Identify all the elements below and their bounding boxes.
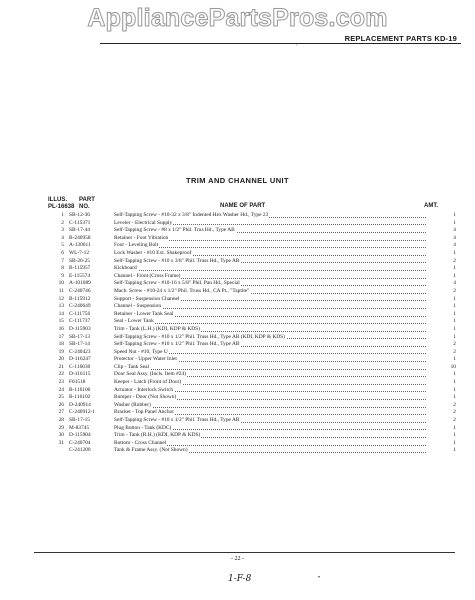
amount-cell: 1 [453, 379, 456, 386]
part-number-cell: E-115574 [69, 272, 91, 279]
part-number-cell: C-240704 [69, 439, 91, 446]
illus-cell: 2 [61, 219, 64, 226]
illus-cell: 14 [58, 310, 64, 317]
part-number-cell: SB-17-44 [69, 227, 90, 234]
parts-table [40, 212, 460, 455]
part-name-cell [114, 440, 428, 448]
part-name-cell [114, 265, 428, 273]
table-row [40, 212, 460, 220]
section-title: TRIM AND CHANNEL UNIT [186, 176, 289, 185]
part-name-cell [114, 212, 428, 220]
illus-cell: 18 [58, 341, 64, 348]
table-row [40, 311, 460, 319]
table-row [40, 402, 460, 410]
illus-cell: 7 [61, 257, 64, 264]
part-name-cell [114, 394, 428, 402]
part-name-cell [114, 311, 428, 319]
part-name-cell [114, 379, 428, 387]
part-number-cell: C-240912-1 [69, 409, 96, 416]
part-number-cell: D-116115 [69, 371, 91, 378]
illus-sub-label: PL-16638 [48, 204, 75, 210]
stray-mark: ' [296, 45, 297, 50]
part-name-text: Self-Tapping Screw - #10 x 3/8" Phil. Truss Hd., Type AB [114, 257, 240, 264]
table-row [40, 417, 460, 425]
part-name-cell [114, 273, 428, 281]
part-number-cell: B-115912 [69, 295, 91, 302]
table-row [40, 242, 460, 250]
part-number-cell: SB-17-13 [69, 333, 90, 340]
column-header-part [79, 197, 95, 211]
part-name-cell [114, 303, 428, 311]
table-row [40, 425, 460, 433]
part-number-cell: D-116247 [69, 356, 91, 363]
part-number-cell: D-115903 [69, 325, 91, 332]
amount-cell: 1 [453, 333, 456, 340]
illus-cell: 1 [61, 212, 64, 218]
illus-cell: 6 [61, 249, 64, 256]
part-name-cell [114, 334, 428, 342]
illus-cell: 25 [58, 394, 64, 401]
part-name-text: Lock Washer - #10 Ext. Shakeproof [114, 249, 192, 256]
part-number-cell: M-83745 [69, 424, 90, 431]
part-number-cell: B-116106 [69, 386, 91, 393]
table-row [40, 387, 460, 395]
table-row [40, 265, 460, 273]
part-number-cell: C-111756 [69, 310, 91, 317]
table-row [40, 235, 460, 243]
illus-cell: 13 [58, 303, 64, 310]
part-name-text: Self-Tapping Screw - #8 x 1/2" Phil. Trus Hd., Type AB [114, 227, 235, 234]
part-name-text: Trim - Tank (L.H.) (KDI, KDP & KDS) [114, 325, 200, 332]
part-name-text: Self-Tapping Screw - #10 x 1/2" Phil. Truss Hd., Type AB [114, 417, 240, 424]
part-name-cell [114, 235, 428, 243]
part-name-text: Self-Tapping Screw - #10-32 x 3/8" Indented Hex Washer Hd., Type 23 [114, 212, 269, 218]
stray-mark: • [318, 575, 321, 581]
table-row [40, 280, 460, 288]
part-name-text: Mach. Screw - #10-24 x 1/2" Phil. Truss Hd., CA Pt., "Taptite" [114, 287, 250, 294]
table-row [40, 227, 460, 235]
amount-cell: 1 [453, 212, 456, 218]
amount-cell: 2 [453, 348, 456, 355]
part-name-text: Speed Nut - #10, Type U [114, 348, 168, 355]
part-number-cell: SB-17-14 [69, 341, 90, 348]
part-name-text: Plug Button - Tank (KDC) [114, 424, 172, 431]
part-name-cell [114, 341, 428, 349]
part-sub-label: NO. [79, 204, 90, 210]
table-row [40, 409, 460, 417]
part-name-cell [114, 258, 428, 266]
amount-cell: 1 [453, 325, 456, 332]
page-number: - 22 - [231, 556, 244, 562]
part-name-cell [114, 409, 428, 417]
amount-cell: 1 [453, 318, 456, 325]
part-name-text: Retainer - Foot Vibration [114, 234, 169, 241]
illus-cell: 23 [58, 379, 64, 386]
illus-cell: 27 [58, 409, 64, 416]
part-number-cell: C-240649 [69, 303, 91, 310]
part-number-cell: C-115371 [69, 219, 91, 226]
table-row [40, 250, 460, 258]
footer-rule [34, 552, 455, 553]
part-name-cell [114, 425, 428, 433]
table-row [40, 258, 460, 266]
part-number-cell: SB-26-25 [69, 257, 90, 264]
illus-cell: 10 [58, 280, 64, 287]
part-name-cell [114, 296, 428, 304]
amount-cell: 10 [450, 363, 456, 370]
part-name-cell [114, 387, 428, 395]
amount-cell: 2 [453, 257, 456, 264]
illus-cell: 12 [58, 295, 64, 302]
table-row [40, 349, 460, 357]
part-name-text: Leveler - Electrical Supply [114, 219, 173, 226]
illus-cell: 26 [58, 401, 64, 408]
illus-label: ILLUS. [48, 197, 67, 203]
part-name-cell [114, 280, 428, 288]
part-number-cell: D-240914 [69, 401, 91, 408]
illus-cell: 19 [58, 348, 64, 355]
table-row [40, 432, 460, 440]
illus-cell: 15 [58, 318, 64, 325]
amount-cell: 2 [453, 341, 456, 348]
part-number-cell: C-111737 [69, 318, 91, 325]
part-name-text: Kickboard [114, 265, 137, 272]
amount-cell: 2 [453, 409, 456, 416]
part-name-cell [114, 371, 428, 379]
illus-cell: 4 [61, 234, 64, 241]
amount-cell: 1 [453, 295, 456, 302]
part-name-cell [114, 250, 428, 258]
part-name-text: Door Seal Assy. (Incls. Item #24) [114, 371, 186, 378]
part-name-text: Self-Tapping Screw - #10 x 1/2" Phil. Truss Hd., Type AB (KDI, KDP & KDS) [114, 333, 285, 340]
header-rule [100, 43, 461, 44]
illus-cell: 16 [58, 325, 64, 332]
part-number-cell: C-240423 [69, 348, 91, 355]
illus-cell: 30 [58, 432, 64, 439]
part-number-cell: B-116102 [69, 394, 91, 401]
illus-cell: 31 [58, 439, 64, 446]
part-name-text: Protector - Upper Water Inlet [114, 356, 177, 363]
part-name-cell [114, 417, 428, 425]
part-number-cell: B-240958 [69, 234, 91, 241]
illus-cell: 28 [58, 417, 64, 424]
part-number-cell: SB-17-15 [69, 417, 90, 424]
part-name-text: Channel - Front (Cross Frame) [114, 272, 181, 279]
amount-cell: 4 [453, 280, 456, 287]
part-name-cell [114, 364, 428, 372]
amount-cell: 1 [453, 219, 456, 226]
amount-cell: 1 [453, 310, 456, 317]
table-row [40, 303, 460, 311]
part-name-cell [114, 356, 428, 364]
amount-cell: 2 [453, 401, 456, 408]
site-watermark: AppliancePartsPros.com [87, 4, 388, 32]
part-name-text: Retainer - Lower Tank Seal [114, 310, 174, 317]
amount-cell: 1 [453, 447, 456, 454]
part-name-cell [114, 318, 428, 326]
illus-cell: 22 [58, 371, 64, 378]
part-label: PART [79, 197, 95, 203]
illus-cell: 21 [58, 363, 64, 370]
table-row [40, 318, 460, 326]
column-header-name: NAME OF PART [220, 203, 266, 209]
table-row [40, 394, 460, 402]
amount-cell: 4 [453, 242, 456, 249]
illus-cell: 8 [61, 265, 64, 272]
table-row [40, 326, 460, 334]
part-name-text: Bottom - Cross Channel [114, 439, 167, 446]
part-name-cell [114, 242, 428, 250]
table-row [40, 379, 460, 387]
amount-cell: 1 [453, 394, 456, 401]
part-name-text: Support - Suspension Channel [114, 295, 180, 302]
part-name-cell [114, 227, 428, 235]
part-number-cell: C-116030 [69, 363, 91, 370]
part-name-cell [114, 220, 428, 228]
amount-cell: 1 [453, 272, 456, 279]
part-number-cell: D-115904 [69, 432, 91, 439]
table-row [40, 356, 460, 364]
illus-cell: 29 [58, 424, 64, 431]
amount-cell: 1 [453, 356, 456, 363]
table-row [40, 220, 460, 228]
amount-cell: 1 [453, 303, 456, 310]
amount-cell: 4 [453, 227, 456, 234]
part-name-text: Self-Tapping Screw - #10 x 1/2" Phil. Truss Hd., Type AB [114, 341, 240, 348]
part-name-cell [114, 349, 428, 357]
amount-cell: 1 [453, 386, 456, 393]
part-name-cell [114, 288, 428, 296]
table-row [40, 440, 460, 448]
part-name-text: Washer (Rubber) [114, 401, 151, 408]
table-row [40, 341, 460, 349]
table-row [40, 296, 460, 304]
part-number-cell: SB-12-36 [69, 212, 90, 218]
part-name-text: Trim - Tank (R.H.) (KDI, KDP & KDS) [114, 432, 201, 439]
table-row [40, 334, 460, 342]
amount-cell: 1 [453, 371, 456, 378]
part-name-text: Foot - Leveling Bolt [114, 242, 159, 249]
part-number-cell: C-240746 [69, 287, 91, 294]
part-name-cell [114, 432, 428, 440]
part-name-cell [114, 326, 428, 334]
part-name-text: Clip - Tank Seal [114, 363, 150, 370]
illus-cell: 20 [58, 356, 64, 363]
part-name-cell [114, 402, 428, 410]
part-name-text: Keeper - Latch (Front of Door) [114, 379, 182, 386]
amount-cell: 1 [453, 249, 456, 256]
illus-cell: 9 [61, 272, 64, 279]
part-name-text: Bumper - Door (Not Shown) [114, 394, 177, 401]
part-name-text: Tank & Frame Assy. (Not Shown) [114, 447, 188, 454]
column-header-illus [48, 197, 74, 211]
table-row [40, 364, 460, 372]
part-name-cell [114, 447, 428, 455]
table-row [40, 288, 460, 296]
amount-cell: 1 [453, 439, 456, 446]
handwritten-note: 1-F-8 [228, 574, 252, 584]
amount-cell: 4 [453, 234, 456, 241]
illus-cell: 5 [61, 242, 64, 249]
part-number-cell: C-241200 [69, 447, 91, 454]
part-name-text: Self-Tapping Screw - #10-16 x 5/8" Phil. Pan Hd., Special [114, 280, 240, 287]
part-number-cell: B-115957 [69, 265, 91, 272]
part-name-text: Channel - Suspension [114, 303, 162, 310]
part-name-text: Actuator - Interlock Switch [114, 386, 174, 393]
table-row [40, 273, 460, 281]
part-name-text: Bracket - Top Panel Anchor [114, 409, 175, 416]
column-header-amt: AMT. [424, 203, 438, 209]
page-header-title: REPLACEMENT PARTS KD-19 [344, 34, 457, 43]
illus-cell: 17 [58, 333, 64, 340]
amount-cell: 2 [453, 417, 456, 424]
illus-cell: 3 [61, 227, 64, 234]
amount-cell: 1 [453, 265, 456, 272]
illus-cell: 24 [58, 386, 64, 393]
amount-cell: 1 [453, 432, 456, 439]
table-row [40, 447, 460, 455]
part-number-cell: F61518 [69, 379, 86, 386]
illus-cell: 11 [58, 287, 64, 294]
part-name-text: Seal - Lower Tank [114, 318, 154, 325]
amount-cell: 2 [453, 287, 456, 294]
part-number-cell: WL-7-12 [69, 249, 90, 256]
part-number-cell: A-101089 [69, 280, 91, 287]
table-row [40, 371, 460, 379]
amount-cell: 1 [453, 424, 456, 431]
part-number-cell: A-130611 [69, 242, 91, 249]
